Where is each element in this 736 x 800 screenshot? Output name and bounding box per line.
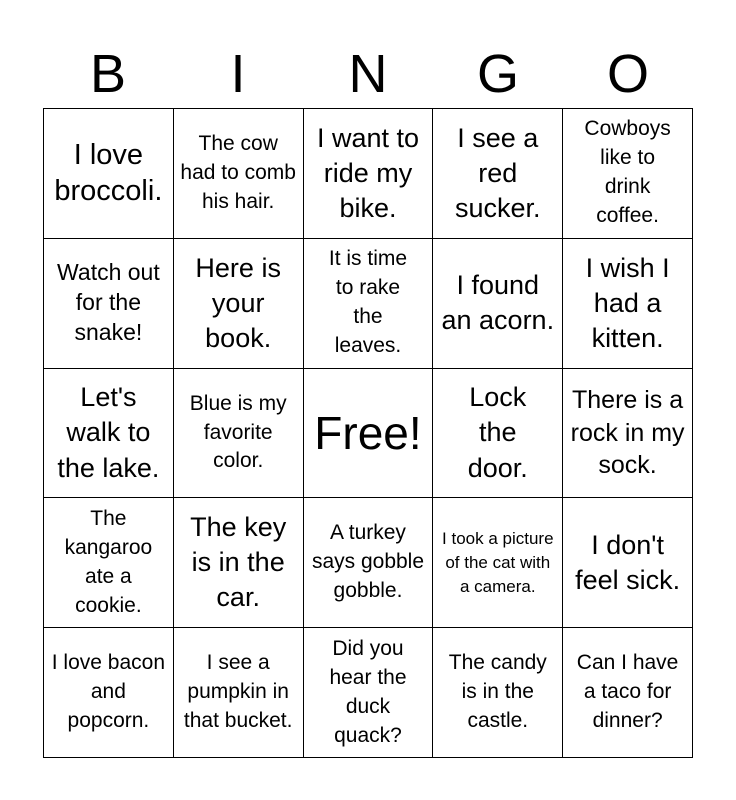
bingo-cell[interactable] [433,239,563,369]
cell-text: It is time to rake the leaves. [328,247,408,358]
free-space-text: Free! [314,406,422,459]
cell-text: Watch out for the snake! [57,259,160,346]
bingo-header [43,40,693,108]
cell-text: I found an acorn. [441,270,555,336]
cell-text: I love bacon and popcorn. [51,651,166,733]
header-letter-o: O [606,44,649,104]
cell-text: I wish I had a kitten. [585,252,670,353]
bingo-cell[interactable] [563,628,693,758]
cell-text: A turkey says gobble gobble. [311,521,425,603]
bingo-cell[interactable] [44,369,174,499]
bingo-cell[interactable] [44,109,174,239]
bingo-cell[interactable] [44,628,174,758]
cell-text: Let's walk to the lake. [57,382,160,483]
bingo-cell[interactable] [174,369,304,499]
bingo-cell[interactable] [433,498,563,628]
cell-text: Blue is my favorite color. [189,391,287,473]
cell-text: I see a pumpkin in that bucket. [183,651,293,733]
bingo-cell[interactable] [304,498,434,628]
bingo-cell[interactable] [433,369,563,499]
bingo-cell[interactable] [174,109,304,239]
cell-text: Can I have a taco for dinner? [576,651,679,733]
cell-text: Lock the door. [467,382,528,483]
cell-text: The key is in the car. [190,512,287,613]
cell-text: The candy is in the castle. [448,651,547,733]
bingo-cell[interactable] [433,628,563,758]
free-space[interactable] [304,369,434,499]
bingo-cell[interactable] [174,498,304,628]
bingo-cell[interactable] [44,239,174,369]
cell-text: I see a red sucker. [455,122,541,223]
cell-text: There is a rock in my sock. [570,386,685,480]
cell-text: The kangaroo ate a cookie. [64,506,153,617]
bingo-cell[interactable] [563,498,693,628]
cell-text: I don't feel sick. [575,529,681,595]
cell-text: I took a picture of the cat with a camera. [442,529,554,596]
bingo-cell[interactable] [563,109,693,239]
cell-text: Cowboys like to drink coffee. [584,117,671,228]
header-letter-i: I [230,44,246,104]
bingo-cell[interactable] [304,628,434,758]
cell-text: I want to ride my bike. [316,122,420,223]
header-letter-b: B [89,44,127,104]
bingo-cell[interactable] [563,369,693,499]
bingo-cell[interactable] [304,239,434,369]
bingo-grid [43,108,693,758]
cell-text: I love broccoli. [54,139,163,208]
bingo-cell[interactable] [433,109,563,239]
bingo-cell[interactable] [174,239,304,369]
cell-text: Did you hear the duck quack? [329,636,407,747]
bingo-cell[interactable] [304,109,434,239]
bingo-cell[interactable] [44,498,174,628]
header-letter-g: G [476,44,519,104]
bingo-cell[interactable] [563,239,693,369]
header-letter-n: N [348,44,388,104]
cell-text: The cow had to comb his hair. [180,131,296,213]
bingo-cell[interactable] [174,628,304,758]
cell-text: Here is your book. [195,252,281,353]
